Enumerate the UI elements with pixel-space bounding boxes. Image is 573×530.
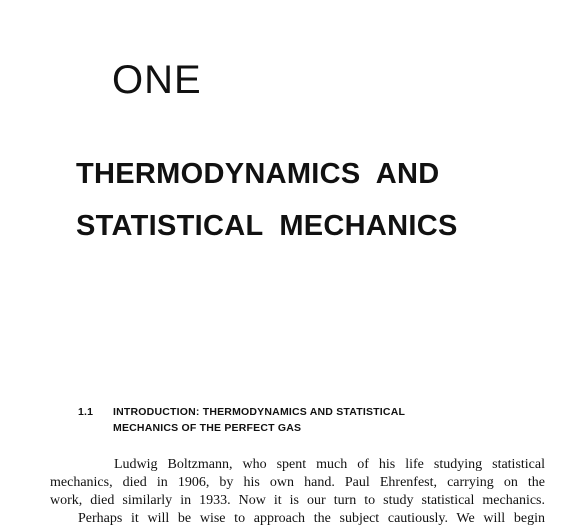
section-title-line-2: MECHANICS OF THE PERFECT GAS [113, 422, 302, 434]
chapter-title-line-2: STATISTICAL MECHANICS [76, 210, 458, 242]
chapter-title [76, 148, 458, 252]
body-paragraph [50, 456, 545, 528]
body-line-1: Ludwig Boltzmann, who spent much of his life studying statistical [114, 457, 545, 472]
section-title [113, 404, 473, 436]
section-number: 1.1 [78, 406, 94, 418]
chapter-title-line-1: THERMODYNAMICS AND [76, 158, 440, 190]
chapter-number: ONE [112, 58, 202, 102]
body-line-3: work, died similarly in 1933. Now it is our turn to study statistical mechanics. [50, 493, 545, 508]
section-title-line-1: INTRODUCTION: THERMODYNAMICS AND STATISTICAL [113, 406, 406, 418]
body-line-4: Perhaps it will be wise to approach the subject cautiously. We will begin [78, 511, 545, 526]
body-line-2: mechanics, died in 1906, by his own hand. Paul Ehrenfest, carrying on the [50, 475, 545, 490]
